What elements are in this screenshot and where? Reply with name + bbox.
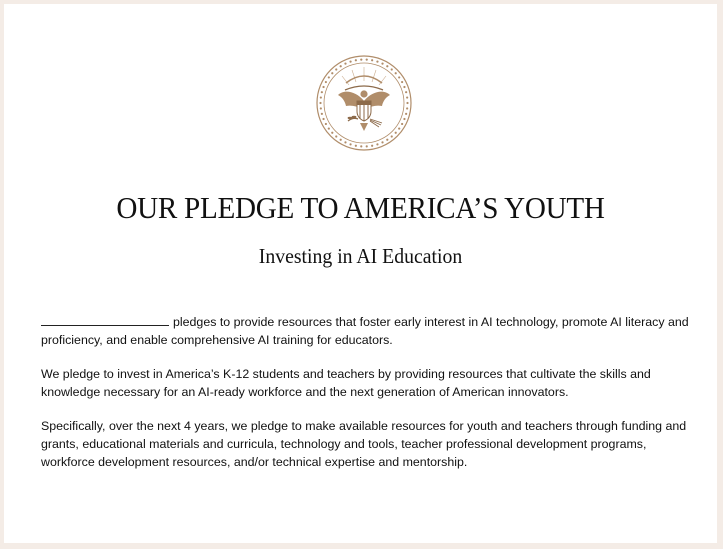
seal-star <box>371 59 373 61</box>
seal-star <box>405 113 407 115</box>
organization-name-blank <box>41 314 169 326</box>
seal-star <box>405 91 407 93</box>
presidential-seal-icon <box>312 51 416 155</box>
seal-star <box>395 72 397 74</box>
pledge-document <box>4 4 717 543</box>
seal-star <box>391 135 393 137</box>
seal-star <box>371 145 373 147</box>
seal-star <box>325 81 327 83</box>
seal-star <box>401 123 403 125</box>
seal-star <box>321 113 323 115</box>
seal-star <box>331 132 333 134</box>
seal-star <box>328 76 330 78</box>
seal-star <box>335 68 337 70</box>
seal-star <box>320 96 322 98</box>
seal-star <box>398 76 400 78</box>
pledge-paragraph-3: Specifically, over the next 4 years, we pledge to make available resources for youth and teachers through funding and grants, educational materials and curricula, technology and tools, teacher professional development programs, workforce development resources, and/or technical expertise and mentorship. <box>41 419 687 469</box>
seal-star <box>395 132 397 134</box>
pledge-body <box>41 313 689 487</box>
seal-star <box>406 107 408 109</box>
seal-star <box>355 145 357 147</box>
seal-star <box>360 58 362 60</box>
seal-star <box>321 91 323 93</box>
seal-star <box>344 63 346 65</box>
seal-star <box>320 107 322 109</box>
seal-star <box>398 127 400 129</box>
seal-star <box>319 102 321 104</box>
seal-star <box>366 58 368 60</box>
seal-star <box>381 63 383 65</box>
seal-star <box>366 145 368 147</box>
seal-star <box>335 135 337 137</box>
seal-star <box>360 145 362 147</box>
seal-star <box>403 86 405 88</box>
seal-star <box>340 139 342 141</box>
seal-star <box>403 118 405 120</box>
seal-star <box>376 143 378 145</box>
seal-star <box>322 86 324 88</box>
pledge-paragraph-2: We pledge to invest in America’s K-12 students and teachers by providing resources that cultivate the skills and knowledge necessary for an AI-ready workforce and the next generation of American innovators. <box>41 367 651 399</box>
seal-star <box>355 59 357 61</box>
seal-star <box>406 96 408 98</box>
seal-star <box>391 68 393 70</box>
seal-star <box>328 127 330 129</box>
pledge-paragraph-1: pledges to provide resources that foster early interest in AI technology, promote AI literacy and proficiency, and enable comprehensive AI training for educators. <box>41 315 689 347</box>
seal-star <box>376 61 378 63</box>
seal-star <box>325 123 327 125</box>
seal-star <box>340 65 342 67</box>
seal-star <box>349 143 351 145</box>
seal-star <box>386 139 388 141</box>
seal-star <box>401 81 403 83</box>
seal-star <box>322 118 324 120</box>
seal-star <box>386 65 388 67</box>
seal-star <box>349 61 351 63</box>
seal-star <box>381 141 383 143</box>
seal-star <box>331 72 333 74</box>
seal-star <box>406 102 408 104</box>
seal-star <box>344 141 346 143</box>
document-title: OUR PLEDGE TO AMERICA’S YOUTH <box>116 190 605 225</box>
document-subtitle: Investing in AI Education <box>258 244 463 268</box>
